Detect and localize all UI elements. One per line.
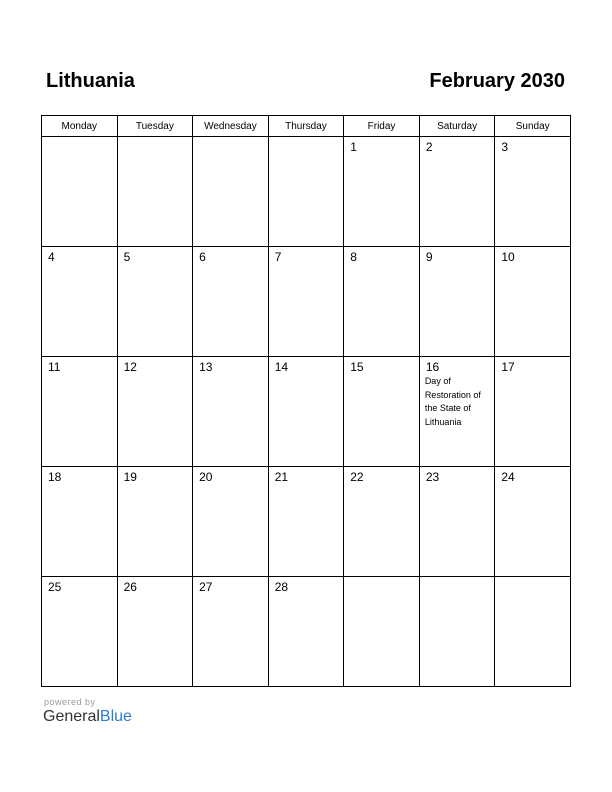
brand-name-part1: General — [43, 708, 100, 725]
day-number: 1 — [350, 140, 357, 154]
weekday-header: Friday — [344, 116, 420, 137]
day-cell — [42, 357, 118, 467]
day-number: 6 — [199, 250, 206, 264]
day-number: 7 — [274, 250, 282, 264]
day-cell — [419, 357, 495, 467]
day-number: 5 — [123, 250, 131, 264]
day-cell — [344, 137, 420, 247]
day-cell — [495, 577, 571, 687]
day-cell — [495, 357, 571, 467]
day-number: 9 — [425, 250, 433, 264]
day-number: 15 — [350, 360, 364, 374]
day-cell — [193, 357, 269, 467]
day-number: 13 — [199, 360, 213, 374]
day-number: 18 — [48, 470, 62, 484]
weekday-header: Tuesday — [117, 116, 193, 137]
holiday-label: Day of Restoration of the State of Lithuania — [424, 376, 481, 427]
day-cell — [344, 577, 420, 687]
day-cell — [344, 357, 420, 467]
day-number: 17 — [501, 360, 515, 374]
day-number: 4 — [48, 250, 55, 264]
day-cell — [42, 247, 118, 357]
day-number: 16 — [425, 360, 440, 374]
day-number: 11 — [48, 360, 61, 374]
day-number: 14 — [274, 360, 289, 374]
calendar-grid — [41, 115, 571, 687]
day-cell — [495, 137, 571, 247]
brand-name-part2: Blue — [99, 708, 132, 725]
day-number: 8 — [350, 250, 357, 264]
day-cell — [193, 247, 269, 357]
country-title: Lithuania — [46, 70, 135, 92]
weekday-header: Wednesday — [193, 116, 269, 137]
day-cell — [268, 137, 344, 247]
week-row — [42, 577, 571, 687]
day-cell — [268, 357, 344, 467]
day-cell — [42, 577, 118, 687]
day-number: 28 — [274, 580, 289, 594]
day-number: 26 — [123, 580, 137, 594]
day-number: 3 — [501, 140, 509, 154]
week-row — [42, 137, 571, 247]
day-cell — [42, 137, 118, 247]
day-cell — [193, 577, 269, 687]
day-number: 24 — [501, 470, 515, 484]
weekday-header: Monday — [42, 116, 118, 137]
day-number: 23 — [425, 470, 440, 484]
weekday-header: Sunday — [495, 116, 571, 137]
day-cell — [117, 137, 193, 247]
day-number: 2 — [425, 140, 433, 154]
day-cell — [117, 357, 193, 467]
day-cell — [419, 137, 495, 247]
day-cell — [268, 577, 344, 687]
day-cell — [193, 137, 269, 247]
day-number: 20 — [199, 470, 213, 484]
day-number: 12 — [123, 360, 137, 374]
day-cell — [344, 247, 420, 357]
day-cell — [268, 247, 344, 357]
day-cell — [117, 577, 193, 687]
week-row — [42, 467, 571, 577]
day-cell — [495, 467, 571, 577]
day-cell — [419, 467, 495, 577]
day-number: 27 — [199, 580, 213, 594]
day-number: 22 — [350, 470, 364, 484]
generalblue-logo[interactable] — [43, 708, 132, 726]
month-year-title: February 2030 — [429, 70, 565, 92]
day-cell — [193, 467, 269, 577]
day-number: 19 — [123, 470, 137, 484]
week-row — [42, 357, 571, 467]
powered-by-text: powered by — [44, 697, 96, 707]
day-cell — [42, 467, 118, 577]
weekday-header: Thursday — [268, 116, 344, 137]
day-number: 25 — [48, 580, 62, 594]
day-cell — [419, 577, 495, 687]
weekday-header: Saturday — [419, 116, 495, 137]
day-cell — [117, 467, 193, 577]
day-cell — [344, 467, 420, 577]
weekday-header-row — [42, 116, 571, 137]
day-cell — [268, 467, 344, 577]
day-cell — [419, 247, 495, 357]
day-number: 10 — [501, 250, 515, 264]
day-number: 21 — [274, 470, 289, 484]
week-row — [42, 247, 571, 357]
day-cell — [495, 247, 571, 357]
day-cell — [117, 247, 193, 357]
